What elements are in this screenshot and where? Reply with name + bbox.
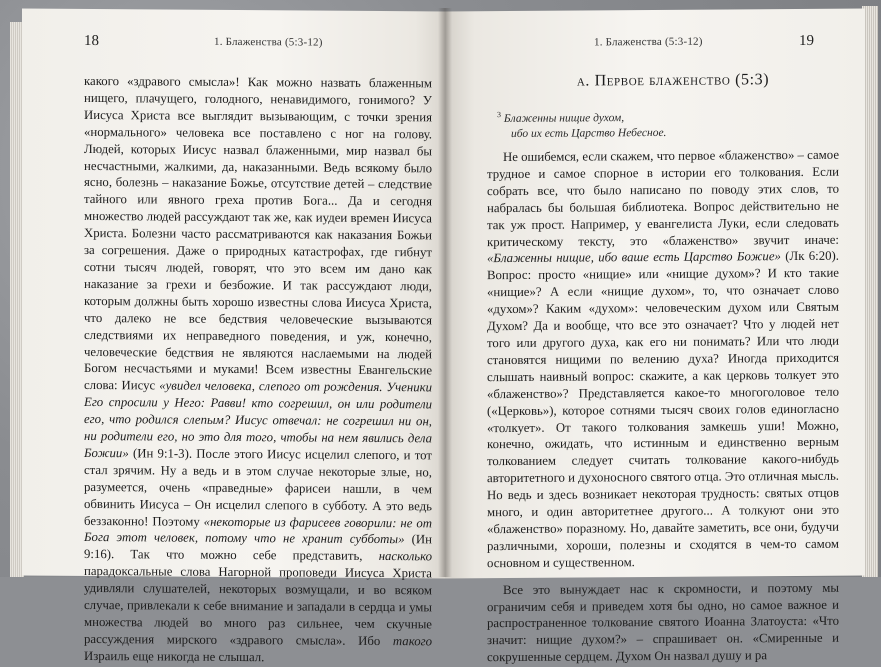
right-page <box>445 9 865 665</box>
epigraph <box>497 105 837 142</box>
epigraph-line-2: ибо их есть Царство Небесное. <box>511 126 667 140</box>
page-number-right: 19 <box>799 32 814 49</box>
text-run: парадоксальные слова Нагорной проповеди Иисуса Христа удивляли слушателей, некоторых возмущали, и во всяком случае, привлекали к себе внимание и западали в сердца и умы множества людей во много раз сильнее, чем скучные рассуждения мирского «здравого смысла». Ибо <box>84 564 432 649</box>
text-run: (Ин 9:16). Так что можно себе представить, <box>84 532 432 564</box>
text-run: Не ошибемся, если скажем, что первое «блаженство» – самое трудное и самое спорное в истории его толкования. Если собрать все, что было написано по поводу этих слов, то набралась бы большая библиотека. Вопрос действительно не так уж прост. Например, у евангелиста Луки, если следовать критическому тексту, это «блаженство» звучит иначе: <box>487 147 839 249</box>
left-page-body <box>84 73 432 667</box>
italic-quote: насколько <box>378 549 432 564</box>
text-run: (Ин 9:1-3). После этого Иисус исцелил слепого, и тот стал зрячим. Ну а ведь и в этом случае некоторые злые, но, разумеется, очень «праведные» фарисеи нашли, в чем обвинить Иисуса – Он исцелил слепого в субботу. А это ведь беззаконно! Поэтому <box>84 446 432 529</box>
book-spine-shadow <box>438 8 452 577</box>
left-page <box>22 9 445 665</box>
paragraph <box>487 147 839 572</box>
epigraph-line-1-text: Блаженны нищие духом, <box>503 112 625 125</box>
paragraph <box>487 579 839 666</box>
right-page-body <box>487 147 839 667</box>
page-number-left: 18 <box>84 32 99 50</box>
epigraph-line-1 <box>497 105 837 127</box>
text-run: (Лк 6:20). Вопрос: просто «нищие» или «нищие духом»? И кто такие «нищие»? А если «нищие духом», то, что означает слово «духом»? Каким «духом»: человеческим духом или Святым Духом? Да и вообще, что все это означает? Что у людей нет того или другого духа, как его ни понимать? Или что люди становятся нищими по велению духа? Иногда приходится слышать наивный вопрос: скажите, а как церковь толкует это «блаженство»? Представляется какое-то многоголовое тело («Церковь»), которое сотнями тысяч своих голов единогласно «толкует». От такого толкования замкешь уши! Можно, конечно, ожидать, что истинным и единственно верным толкованием следует считать толкование какого-нибудь авторитетного и духоносного святого отца. Это отличная мысль. Но ведь и здесь возникает некоторая трудность: святых отцов много, и один авторитетнее другого... А толкуют они это «блаженство» поразному. Но, давайте заметить, все они, будучи различными, хороши, полезны и сходятся в чем-то самом основном и существенном. <box>487 249 839 570</box>
italic-quote: «Блаженны нищие, ибо ваше есть Царство Божие» <box>487 249 781 266</box>
text-run: Все это вынуждает нас к скромности, и поэтому мы ограничим себя и приведем хотя бы одно, но самое важное и распространенное толкование святого Иоанна Златоуста: «Что значит: нищие духом?» – спрашивает он. «Смиренные и сокрушенные сердцем. Духом Он назвал душу и ра <box>487 580 839 665</box>
text-run: Израиль еще никогда не слышал. <box>84 648 265 665</box>
section-title: а. Первое блаженство (5:3) <box>576 71 770 90</box>
paragraph <box>84 73 432 667</box>
italic-quote: такого <box>392 634 432 649</box>
running-header-right: 1. Блаженства (5:3-12) <box>594 35 703 49</box>
running-header-left: 1. Блаженства (5:3-12) <box>214 35 323 49</box>
italic-quote: «увидел человека, слепого от рождения. Ученики Его спросили у Него: Равви! кто согрешил, он или родители его, что родился слепым? Иисус отвечал: не согрешил ни он, ни родители его, но это для того, чтобы на нем явились дела Божии» <box>84 378 432 461</box>
italic-quote: «некоторые из фарисеев говорили: не от Бога этот человек, потому что не хранит субботы» <box>84 514 432 547</box>
text-run: какого «здравого смысла»! Как можно назвать блаженным нищего, плачущего, голодного, ненавидимого, гонимого? У Иисуса Христа все выглядит вызывающим, с точки зрения «нормального» человека все поставлено с ног на голову. Людей, которых Иисус назвал блаженными, мир назвал бы несчастными, жалкими, да, наказанными. Ведь всякому было ясно, болезнь – наказание Божье, отсутствие детей – следствие тайного или явного греха против Бога... Да и сегодня множество людей рассуждают так же, как иудеи времен Иисуса Христа. Болезни часто рассматриваются как наказания Божьи за согрешения. Даже о природных катастрофах, где гибнут сотни тысяч людей, говорят, что это всем им дано как наказание за грехи и безбожие. И так рассуждают люди, которым должны быть хорошо известны слова Иисуса Христа, что далеко не все бедствия человеческие вызываются следствиями их неправедного поведения, и уж, конечно, человеческие бедствия не являются наслаемыми на людей Богом несчастьями и муками! Всем известны Евангельские слова: Иисус <box>84 73 432 393</box>
verse-number: 3 <box>497 110 501 120</box>
